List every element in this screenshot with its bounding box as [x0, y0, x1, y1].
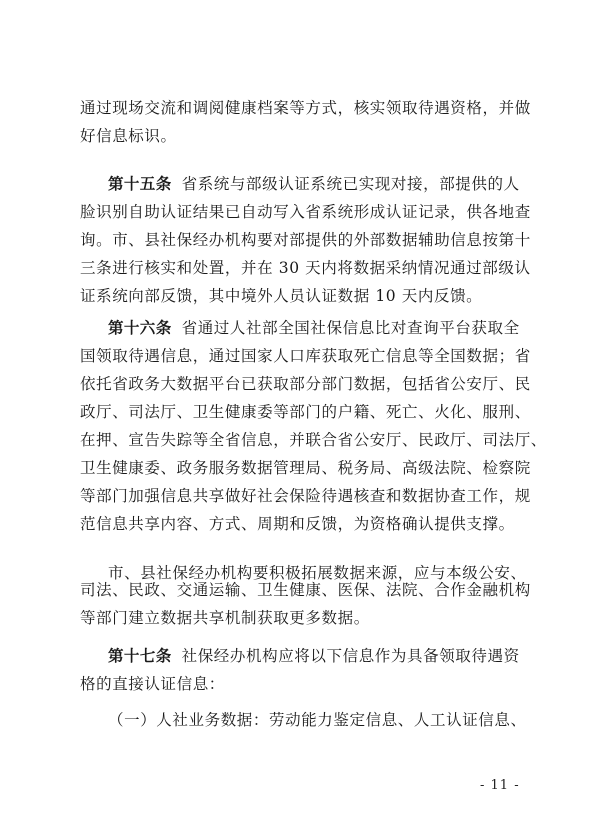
paragraph-line — [80, 374, 531, 394]
paragraph-line — [80, 230, 531, 250]
article-17-first-line — [108, 646, 520, 666]
line-text: 范信息共享内容、方式、周期和反馈，为资格确认提供支撑。 — [80, 515, 515, 533]
line-text: 证系统向部反馈，其中境外人员认证数据 10 天内反馈。 — [80, 287, 483, 305]
paragraph-line — [80, 514, 520, 534]
page-number: - 11 - — [480, 778, 520, 793]
line-text: 好信息标识。 — [80, 127, 177, 145]
paragraph-line — [80, 486, 531, 506]
paragraph-line — [80, 402, 531, 422]
line-text: 通过现场交流和调阅健康档案等方式，核实领取待遇资格，并做 — [80, 99, 531, 117]
line-text: 在押、宣告失踪等全省信息，并联合省公安厅、民政厅、司法厅、 — [80, 431, 547, 449]
paragraph-line — [80, 580, 531, 600]
line-text: （一）人社业务数据：劳动能力鉴定信息、人工认证信息、 — [108, 711, 527, 729]
paragraph-line — [80, 346, 531, 366]
line-text: 等部门加强信息共享做好社会保险待遇核查和数据协查工作，规 — [80, 487, 531, 505]
paragraph-line — [80, 286, 520, 306]
article-label: 第十五条 — [108, 175, 172, 193]
paragraph-line — [80, 202, 531, 222]
paragraph-line — [80, 430, 547, 450]
paragraph-line — [80, 126, 520, 146]
paragraph-line — [80, 674, 520, 694]
paragraph-line — [80, 608, 520, 628]
line-text: 市、县社保经办机构要积极拓展数据来源，应与本级公安、 — [108, 564, 527, 582]
line-text: 政厅、司法厅、卫生健康委等部门的户籍、死亡、火化、服刑、 — [80, 403, 531, 421]
article-label: 第十六条 — [108, 319, 172, 337]
line-text: 国领取待遇信息，通过国家人口库获取死亡信息等全国数据；省 — [80, 347, 531, 365]
line-text: 司法、民政、交通运输、卫生健康、医保、法院、合作金融机构 — [80, 581, 531, 599]
paragraph-line — [80, 458, 531, 478]
line-text: 询。市、县社保经办机构要对部提供的外部数据辅助信息按第十 — [80, 231, 531, 249]
article-16-first-line — [108, 318, 520, 338]
line-text: 卫生健康委、政务服务数据管理局、税务局、高级法院、检察院 — [80, 459, 531, 477]
line-text: 格的直接认证信息： — [80, 675, 225, 693]
line-text: 三条进行核实和处置，并在 30 天内将数据采纳情况通过部级认 — [80, 259, 531, 277]
line-text: 依托省政务大数据平台已获取部分部门数据，包括省公安厅、民 — [80, 375, 531, 393]
line-text: 社保经办机构应将以下信息作为具备领取待遇资 — [181, 647, 520, 665]
article-15-first-line — [108, 174, 520, 194]
line-text: 省通过人社部全国社保信息比对查询平台获取全 — [181, 319, 520, 337]
line-text: 省系统与部级认证系统已实现对接，部提供的人 — [181, 175, 520, 193]
line-text: 脸识别自助认证结果已自动写入省系统形成认证记录，供各地查 — [80, 203, 531, 221]
item-line — [108, 710, 527, 730]
paragraph-line — [80, 258, 531, 278]
paragraph-line — [80, 98, 531, 118]
article-label: 第十七条 — [108, 647, 172, 665]
line-text: 等部门建立数据共享机制获取更多数据。 — [80, 609, 370, 627]
